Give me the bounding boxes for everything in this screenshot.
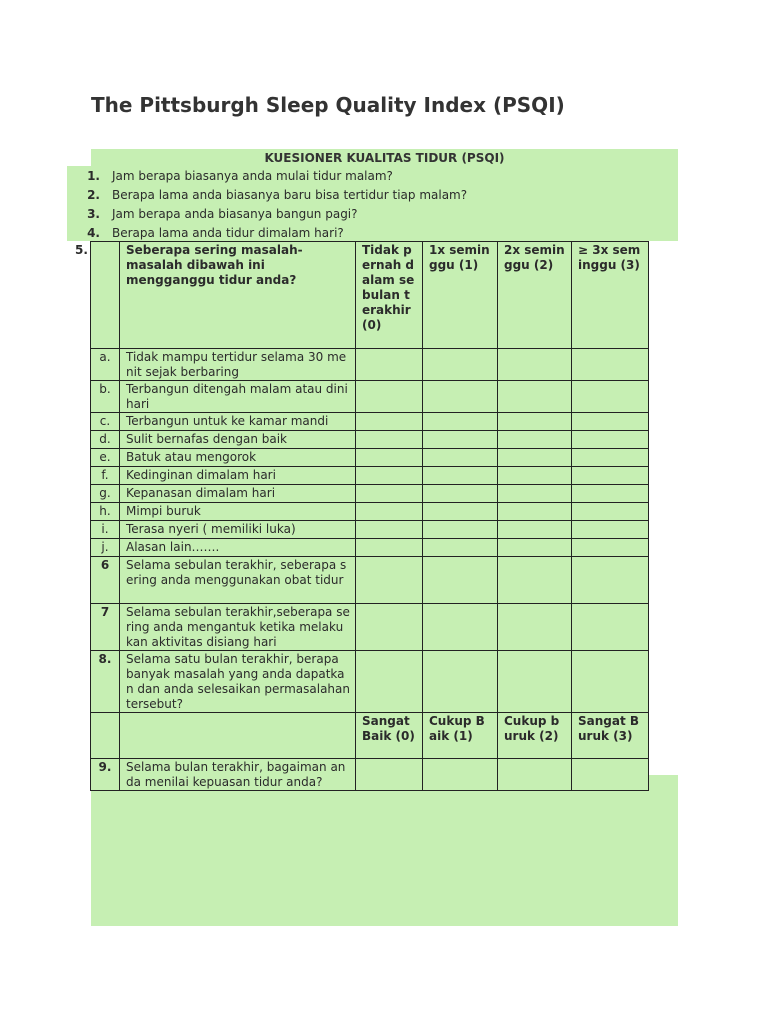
row-text: Mimpi buruk [120,503,356,521]
row-key: 8. [91,651,120,713]
green-highlight-bottom [91,775,678,926]
question-number: 4. [87,226,100,240]
table-row [91,539,649,557]
row-text: Terbangun untuk ke kamar mandi [120,413,356,431]
answer-cell[interactable] [572,521,649,539]
row-text: Kedinginan dimalam hari [120,467,356,485]
question-item [67,205,467,224]
answer-cell[interactable] [356,503,423,521]
answer-cell[interactable] [356,381,423,413]
table-row [91,651,649,713]
answer-cell[interactable] [423,521,498,539]
answer-cell[interactable] [572,467,649,485]
table-cell [91,713,120,759]
answer-cell[interactable] [356,604,423,651]
header-col-2: 2x seminggu (2) [498,242,572,349]
answer-cell[interactable] [572,539,649,557]
table-row [91,381,649,413]
row-key: b. [91,381,120,413]
answer-cell[interactable] [572,431,649,449]
answer-cell[interactable] [423,413,498,431]
row-key: 6 [91,557,120,604]
answer-cell[interactable] [498,381,572,413]
header-col-1: 1x seminggu (1) [423,242,498,349]
header-question: Seberapa sering masalah-masalah dibawah ini mengganggu tidur anda? [120,242,356,349]
answer-cell[interactable] [498,449,572,467]
row-text: Selama sebulan terakhir,seberapa sering anda mengantuk ketika melakukan aktivitas disiang hari [120,604,356,651]
answer-cell[interactable] [356,349,423,381]
question-5-number: 5. [75,243,88,257]
answer-cell[interactable] [498,759,572,791]
answer-cell[interactable] [572,381,649,413]
rating-col-0: Sangat Baik (0) [356,713,423,759]
row-key: d. [91,431,120,449]
question-item [67,186,467,205]
row-key: f. [91,467,120,485]
sleep-disturbance-table [90,241,649,791]
row-text: Selama satu bulan terakhir, berapa banyak masalah yang anda dapatkan dan anda selesaikan permasalahan tersebut? [120,651,356,713]
answer-cell[interactable] [356,651,423,713]
header-col-0: Tidak pernah dalam sebulan terakhir (0) [356,242,423,349]
answer-cell[interactable] [423,467,498,485]
answer-cell[interactable] [572,759,649,791]
table-header-row [91,242,649,349]
row-text: Terbangun ditengah malam atau dini hari [120,381,356,413]
answer-cell[interactable] [356,431,423,449]
question-text: Berapa lama anda biasanya baru bisa tertidur tiap malam? [112,188,468,202]
answer-cell[interactable] [498,503,572,521]
answer-cell[interactable] [423,381,498,413]
row-key: c. [91,413,120,431]
rating-header-row [91,713,649,759]
answer-cell[interactable] [356,449,423,467]
answer-cell[interactable] [498,521,572,539]
answer-cell[interactable] [498,557,572,604]
answer-cell[interactable] [423,759,498,791]
table-cell [91,242,120,349]
answer-cell[interactable] [356,539,423,557]
answer-cell[interactable] [572,349,649,381]
row-text: Terasa nyeri ( memiliki luka) [120,521,356,539]
question-text: Jam berapa biasanya anda mulai tidur malam? [112,169,393,183]
answer-cell[interactable] [572,604,649,651]
answer-cell[interactable] [498,349,572,381]
page-title: The Pittsburgh Sleep Quality Index (PSQI) [91,93,565,117]
answer-cell[interactable] [423,503,498,521]
answer-cell[interactable] [423,449,498,467]
table-row [91,467,649,485]
answer-cell[interactable] [572,557,649,604]
answer-cell[interactable] [356,557,423,604]
answer-cell[interactable] [356,485,423,503]
row-key: i. [91,521,120,539]
question-text: Jam berapa anda biasanya bangun pagi? [112,207,358,221]
answer-cell[interactable] [498,467,572,485]
answer-cell[interactable] [572,449,649,467]
answer-cell[interactable] [356,413,423,431]
row-key: 9. [91,759,120,791]
answer-cell[interactable] [423,349,498,381]
row-key: 7 [91,604,120,651]
rating-col-1: Cukup Baik (1) [423,713,498,759]
answer-cell[interactable] [572,651,649,713]
row-text: Batuk atau mengorok [120,449,356,467]
table-row [91,413,649,431]
answer-cell[interactable] [356,759,423,791]
row-text: Alasan lain……. [120,539,356,557]
header-col-3: ≥ 3x seminggu (3) [572,242,649,349]
answer-cell[interactable] [423,431,498,449]
table-row [91,557,649,604]
answer-cell[interactable] [498,431,572,449]
answer-cell[interactable] [423,651,498,713]
answer-cell[interactable] [423,539,498,557]
answer-cell[interactable] [423,604,498,651]
answer-cell[interactable] [498,651,572,713]
row-text: Sulit bernafas dengan baik [120,431,356,449]
question-list [67,167,467,243]
table-row [91,485,649,503]
table-cell [120,713,356,759]
table-row [91,431,649,449]
answer-cell[interactable] [498,604,572,651]
table-row [91,449,649,467]
answer-cell[interactable] [572,413,649,431]
answer-cell[interactable] [356,521,423,539]
table-row [91,759,649,791]
answer-cell[interactable] [423,485,498,503]
question-number: 3. [87,207,100,221]
table-row [91,503,649,521]
rating-col-2: Cukup buruk (2) [498,713,572,759]
table-row [91,521,649,539]
answer-cell[interactable] [356,467,423,485]
question-number: 2. [87,188,100,202]
questionnaire-heading: KUESIONER KUALITAS TIDUR (PSQI) [264,151,505,165]
row-text: Selama sebulan terakhir, seberapa sering anda menggunakan obat tidur [120,557,356,604]
row-key: e. [91,449,120,467]
row-key: h. [91,503,120,521]
question-number: 1. [87,169,100,183]
row-text: Kepanasan dimalam hari [120,485,356,503]
answer-cell[interactable] [572,485,649,503]
answer-cell[interactable] [498,413,572,431]
rating-col-3: Sangat Buruk (3) [572,713,649,759]
row-key: g. [91,485,120,503]
question-item [67,167,467,186]
table-row [91,604,649,651]
answer-cell[interactable] [498,539,572,557]
table-row [91,349,649,381]
row-key: a. [91,349,120,381]
answer-cell[interactable] [423,557,498,604]
answer-cell[interactable] [498,485,572,503]
question-text: Berapa lama anda tidur dimalam hari? [112,226,344,240]
row-text: Selama bulan terakhir, bagaiman anda menilai kepuasan tidur anda? [120,759,356,791]
row-text: Tidak mampu tertidur selama 30 menit sejak berbaring [120,349,356,381]
answer-cell[interactable] [572,503,649,521]
row-key: j. [91,539,120,557]
